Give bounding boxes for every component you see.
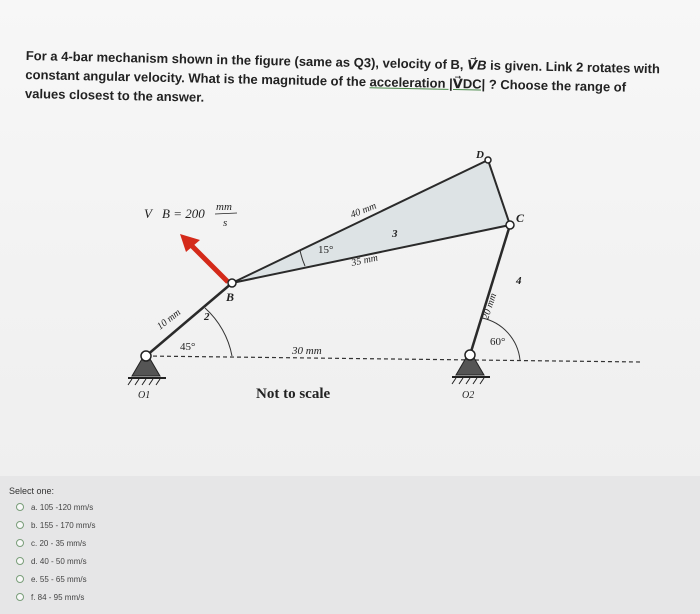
label-len-o2c: 20 mm — [480, 291, 500, 321]
select-one-label: Select one: — [9, 486, 55, 496]
joint-c — [506, 221, 514, 229]
not-to-scale-note: Not to scale — [256, 386, 331, 402]
radio-a[interactable] — [16, 503, 24, 511]
question-text: For a 4-bar mechanism shown in the figure (same as Q3), velocity of B, V⃗B is given. Link 2 rotates with constant angular velocity. What is the magnitude of the acceleration |V⃗DC| ? Choose the range of values closest to the answer. — [24, 47, 661, 105]
pivot-o2-support — [452, 350, 490, 384]
option-e-label: e. 55 - 65 mm/s — [31, 574, 87, 584]
label-link-2: 2 — [204, 311, 210, 323]
answers-panel — [0, 476, 700, 614]
label-link-3: 3 — [392, 228, 398, 240]
option-d[interactable] — [16, 554, 87, 568]
vb-symbol: V⃗B — [466, 57, 487, 73]
option-a[interactable] — [16, 500, 93, 514]
option-f-label: f. 84 - 95 mm/s — [31, 592, 85, 602]
joint-d — [485, 157, 491, 163]
option-e[interactable] — [16, 572, 87, 586]
option-f[interactable] — [16, 590, 84, 604]
velocity-unit-num: mm — [216, 201, 232, 213]
label-c: C — [516, 211, 525, 225]
option-b[interactable] — [16, 518, 95, 532]
velocity-unit-den: s — [223, 217, 228, 229]
label-angle-o1: 45° — [180, 341, 196, 353]
label-len-o1b: 10 mm — [155, 307, 184, 333]
option-d-label: d. 40 - 50 mm/s — [31, 556, 87, 566]
label-pivot-o1: O1 — [138, 390, 151, 401]
label-len-ground: 30 mm — [292, 345, 322, 357]
option-c[interactable] — [16, 536, 86, 550]
velocity-arrow — [190, 244, 228, 282]
option-a-label: a. 105 -120 mm/s — [31, 502, 94, 512]
label-len-bc: 35 mm — [350, 252, 379, 269]
option-b-label: b. 155 - 170 mm/s — [31, 520, 96, 530]
label-angle-o2: 60° — [490, 336, 506, 348]
radio-b[interactable] — [16, 521, 24, 529]
radio-d[interactable] — [16, 557, 24, 565]
velocity-label: V⃗B = 200 — [144, 206, 205, 221]
radio-f[interactable] — [16, 593, 24, 601]
label-link-4: 4 — [516, 275, 522, 287]
label-b: B — [226, 290, 235, 304]
option-c-label: c. 20 - 35 mm/s — [31, 538, 87, 548]
label-len-bd: 40 mm — [349, 200, 379, 221]
label-pivot-o2: O2 — [462, 390, 475, 401]
label-d: D — [476, 149, 484, 161]
radio-e[interactable] — [16, 575, 24, 583]
velocity-unit-bar — [215, 213, 237, 214]
joint-b — [228, 279, 236, 287]
acceleration-link: acceleration |V⃗DC| — [369, 74, 486, 92]
ground-dashed-line — [146, 356, 640, 362]
label-angle-b: 15° — [318, 244, 334, 256]
radio-c[interactable] — [16, 539, 24, 547]
